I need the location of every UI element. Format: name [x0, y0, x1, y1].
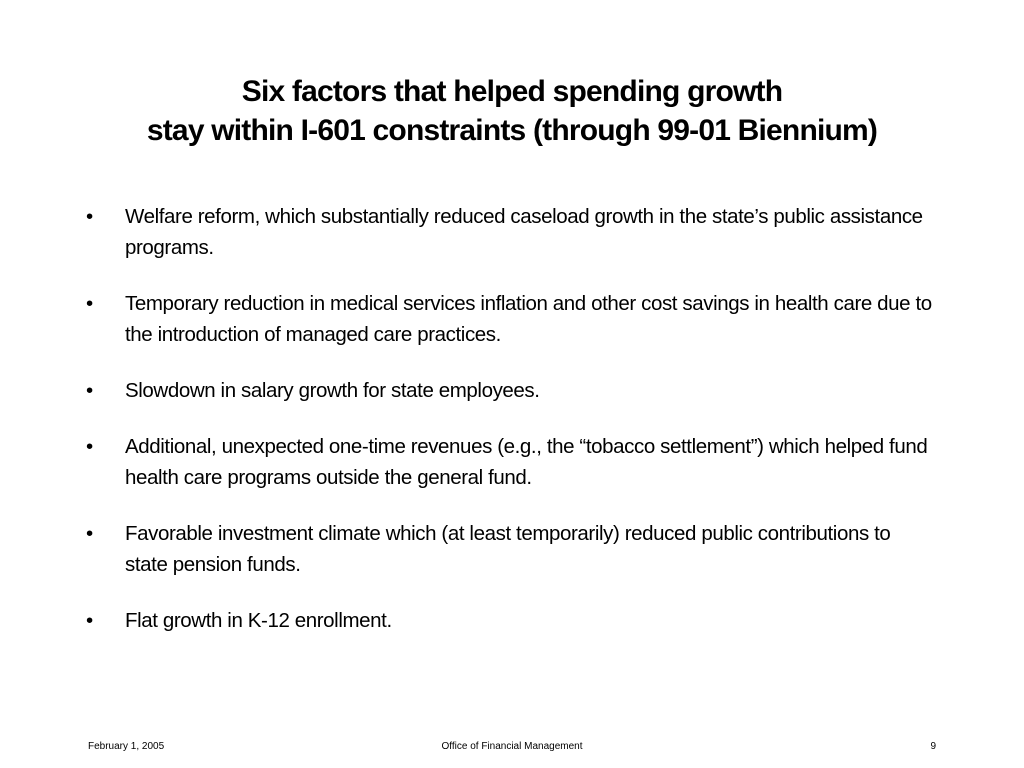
bullet-text: Temporary reduction in medical services inflation and other cost savings in health care due to the introduction of managed care practices.	[125, 292, 932, 346]
bullet-list	[86, 201, 936, 661]
bullet-item-investment-climate	[86, 518, 936, 580]
bullet-item-k12-enrollment	[86, 605, 936, 636]
footer-date: February 1, 2005	[88, 741, 165, 752]
bullet-icon: •	[86, 609, 93, 632]
bullet-item-medical-inflation	[86, 288, 936, 350]
bullet-item-salary-growth	[86, 375, 936, 406]
slide-footer	[0, 739, 1024, 755]
bullet-icon: •	[86, 205, 93, 228]
footer-page-number: 9	[930, 741, 936, 752]
slide-title-line-1: Six factors that helped spending growth	[241, 75, 783, 109]
bullet-item-welfare-reform	[86, 201, 936, 263]
footer-organization: Office of Financial Management	[441, 741, 583, 752]
bullet-icon: •	[86, 379, 93, 402]
slide-title-line-2: stay within I-601 constraints (through 99-01 Biennium)	[146, 114, 878, 148]
bullet-icon: •	[86, 522, 93, 545]
bullet-icon: •	[86, 435, 93, 458]
bullet-item-one-time-revenues	[86, 431, 936, 493]
bullet-text: Welfare reform, which substantially reduced caseload growth in the state’s public assistance programs.	[125, 205, 923, 259]
bullet-text: Slowdown in salary growth for state employees.	[125, 379, 540, 402]
slide-title	[40, 72, 984, 150]
bullet-text: Flat growth in K-12 enrollment.	[125, 609, 392, 632]
bullet-text: Additional, unexpected one-time revenues (e.g., the “tobacco settlement”) which helped fund health care programs outside the general fund.	[125, 435, 928, 489]
bullet-text: Favorable investment climate which (at least temporarily) reduced public contributions to state pension funds.	[125, 522, 891, 576]
bullet-icon: •	[86, 292, 93, 315]
